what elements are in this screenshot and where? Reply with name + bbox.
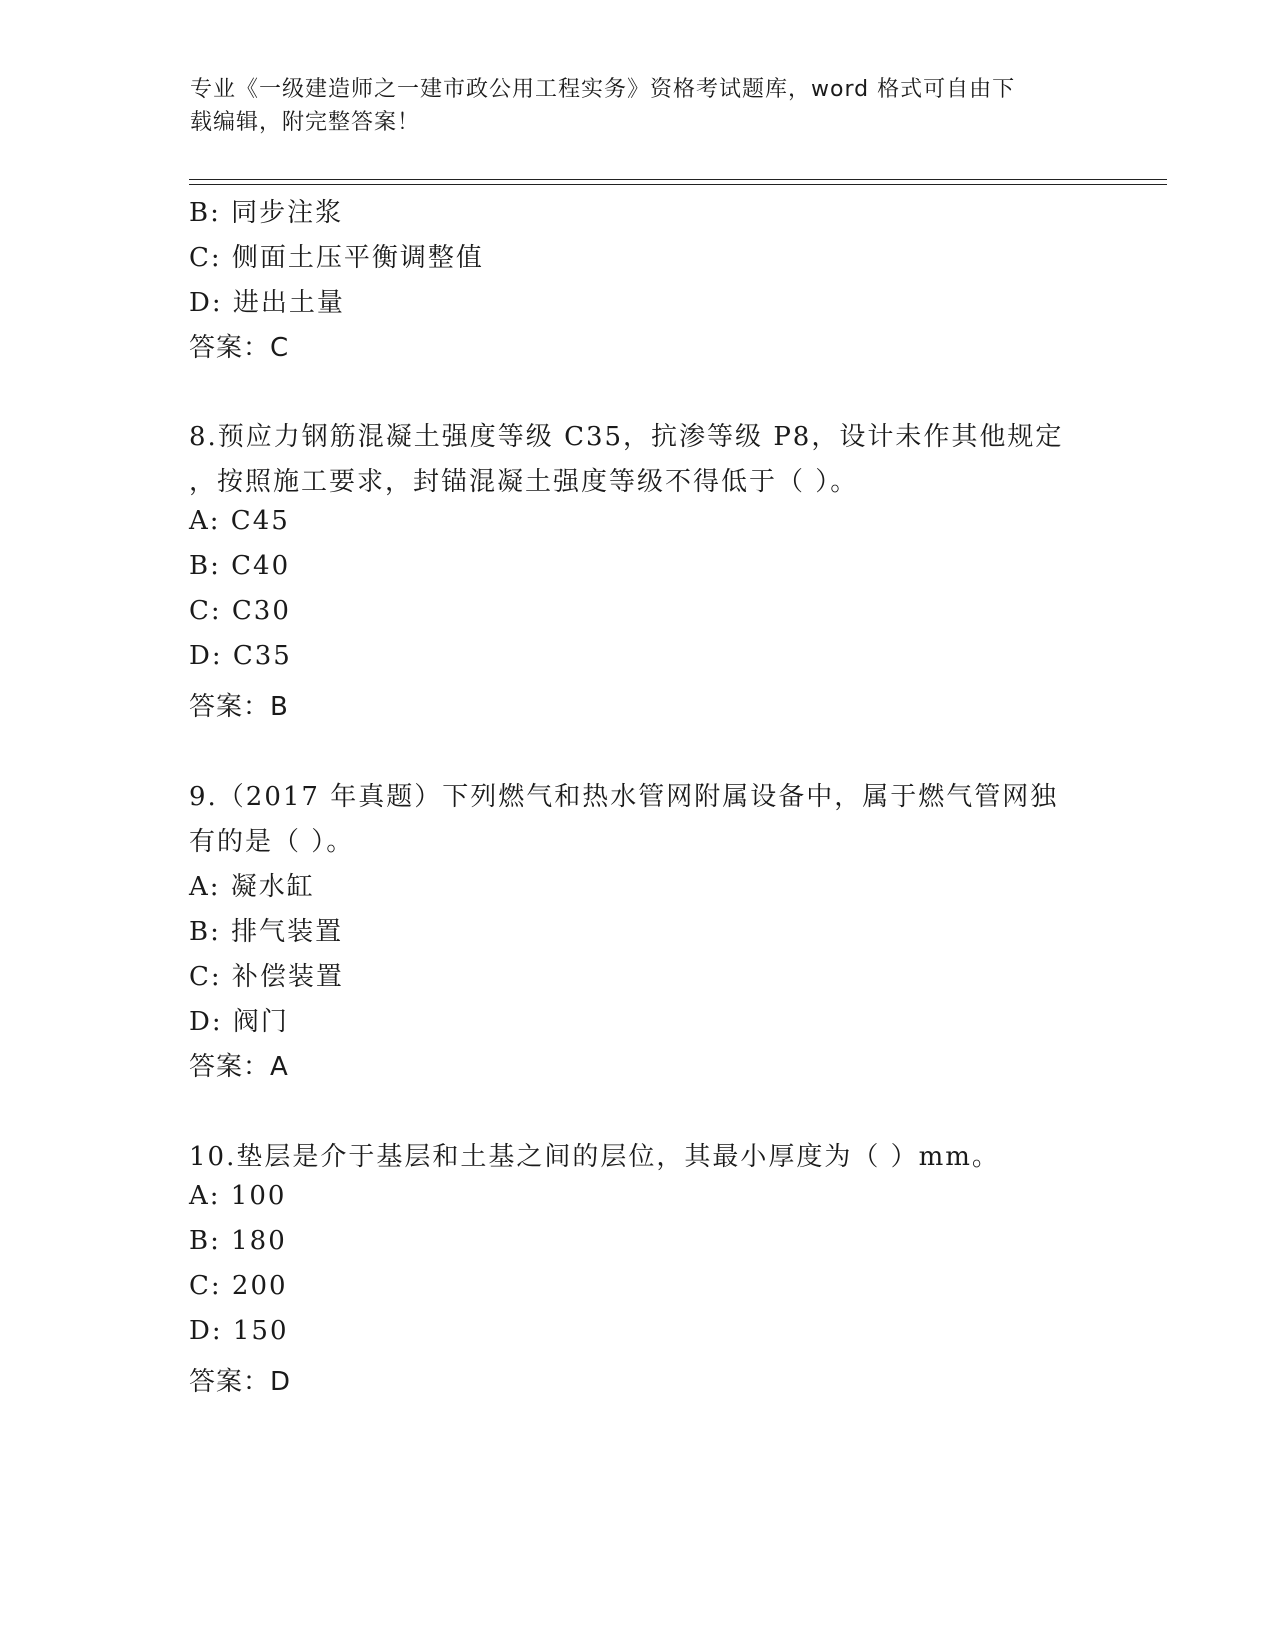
q9-answer: 答案：A — [189, 1052, 289, 1082]
header-divider-bottom — [189, 184, 1167, 185]
q7-option-c: C: 侧面土压平衡调整值 — [189, 243, 484, 273]
q7-option-d: D: 进出土量 — [189, 288, 345, 318]
q9-stem-line-2: 有的是（ ）。 — [189, 827, 355, 857]
q9-stem-line-1: 9.（2017 年真题）下列燃气和热水管网附属设备中，属于燃气管网独 — [189, 782, 1059, 812]
header-line-1: 专业《一级建造师之一建市政公用工程实务》资格考试题库，word 格式可自由下 — [190, 77, 1016, 102]
q8-answer: 答案：B — [189, 692, 289, 722]
q9-option-d: D: 阀门 — [189, 1007, 289, 1037]
q10-option-b: B: 180 — [189, 1226, 287, 1256]
q8-option-b: B: C40 — [189, 551, 291, 581]
q10-option-d: D: 150 — [189, 1316, 289, 1346]
q10-answer: 答案：D — [189, 1367, 292, 1397]
q8-option-c: C: C30 — [189, 596, 291, 626]
q8-stem-line-2: ，按照施工要求，封锚混凝土强度等级不得低于（ ）。 — [189, 467, 859, 497]
q10-stem-line-1: 10.垫层是介于基层和土基之间的层位，其最小厚度为（ ）mm。 — [189, 1142, 1000, 1172]
q8-stem-line-1: 8.预应力钢筋混凝土强度等级 C35，抗渗等级 P8，设计未作其他规定 — [189, 422, 1064, 452]
q8-option-d: D: C35 — [189, 641, 292, 671]
document-header — [190, 73, 1090, 139]
q9-option-c: C: 补偿装置 — [189, 962, 344, 992]
q8-option-a: A: C45 — [189, 506, 290, 536]
header-divider-top — [189, 179, 1167, 180]
q10-option-a: A: 100 — [189, 1181, 287, 1211]
q10-option-c: C: 200 — [189, 1271, 288, 1301]
q7-option-b: B: 同步注浆 — [189, 198, 344, 228]
header-line-2: 载编辑，附完整答案！ — [190, 110, 421, 135]
q7-answer: 答案：C — [189, 333, 290, 363]
q9-option-a: A: 凝水缸 — [189, 872, 315, 902]
q9-option-b: B: 排气装置 — [189, 917, 344, 947]
